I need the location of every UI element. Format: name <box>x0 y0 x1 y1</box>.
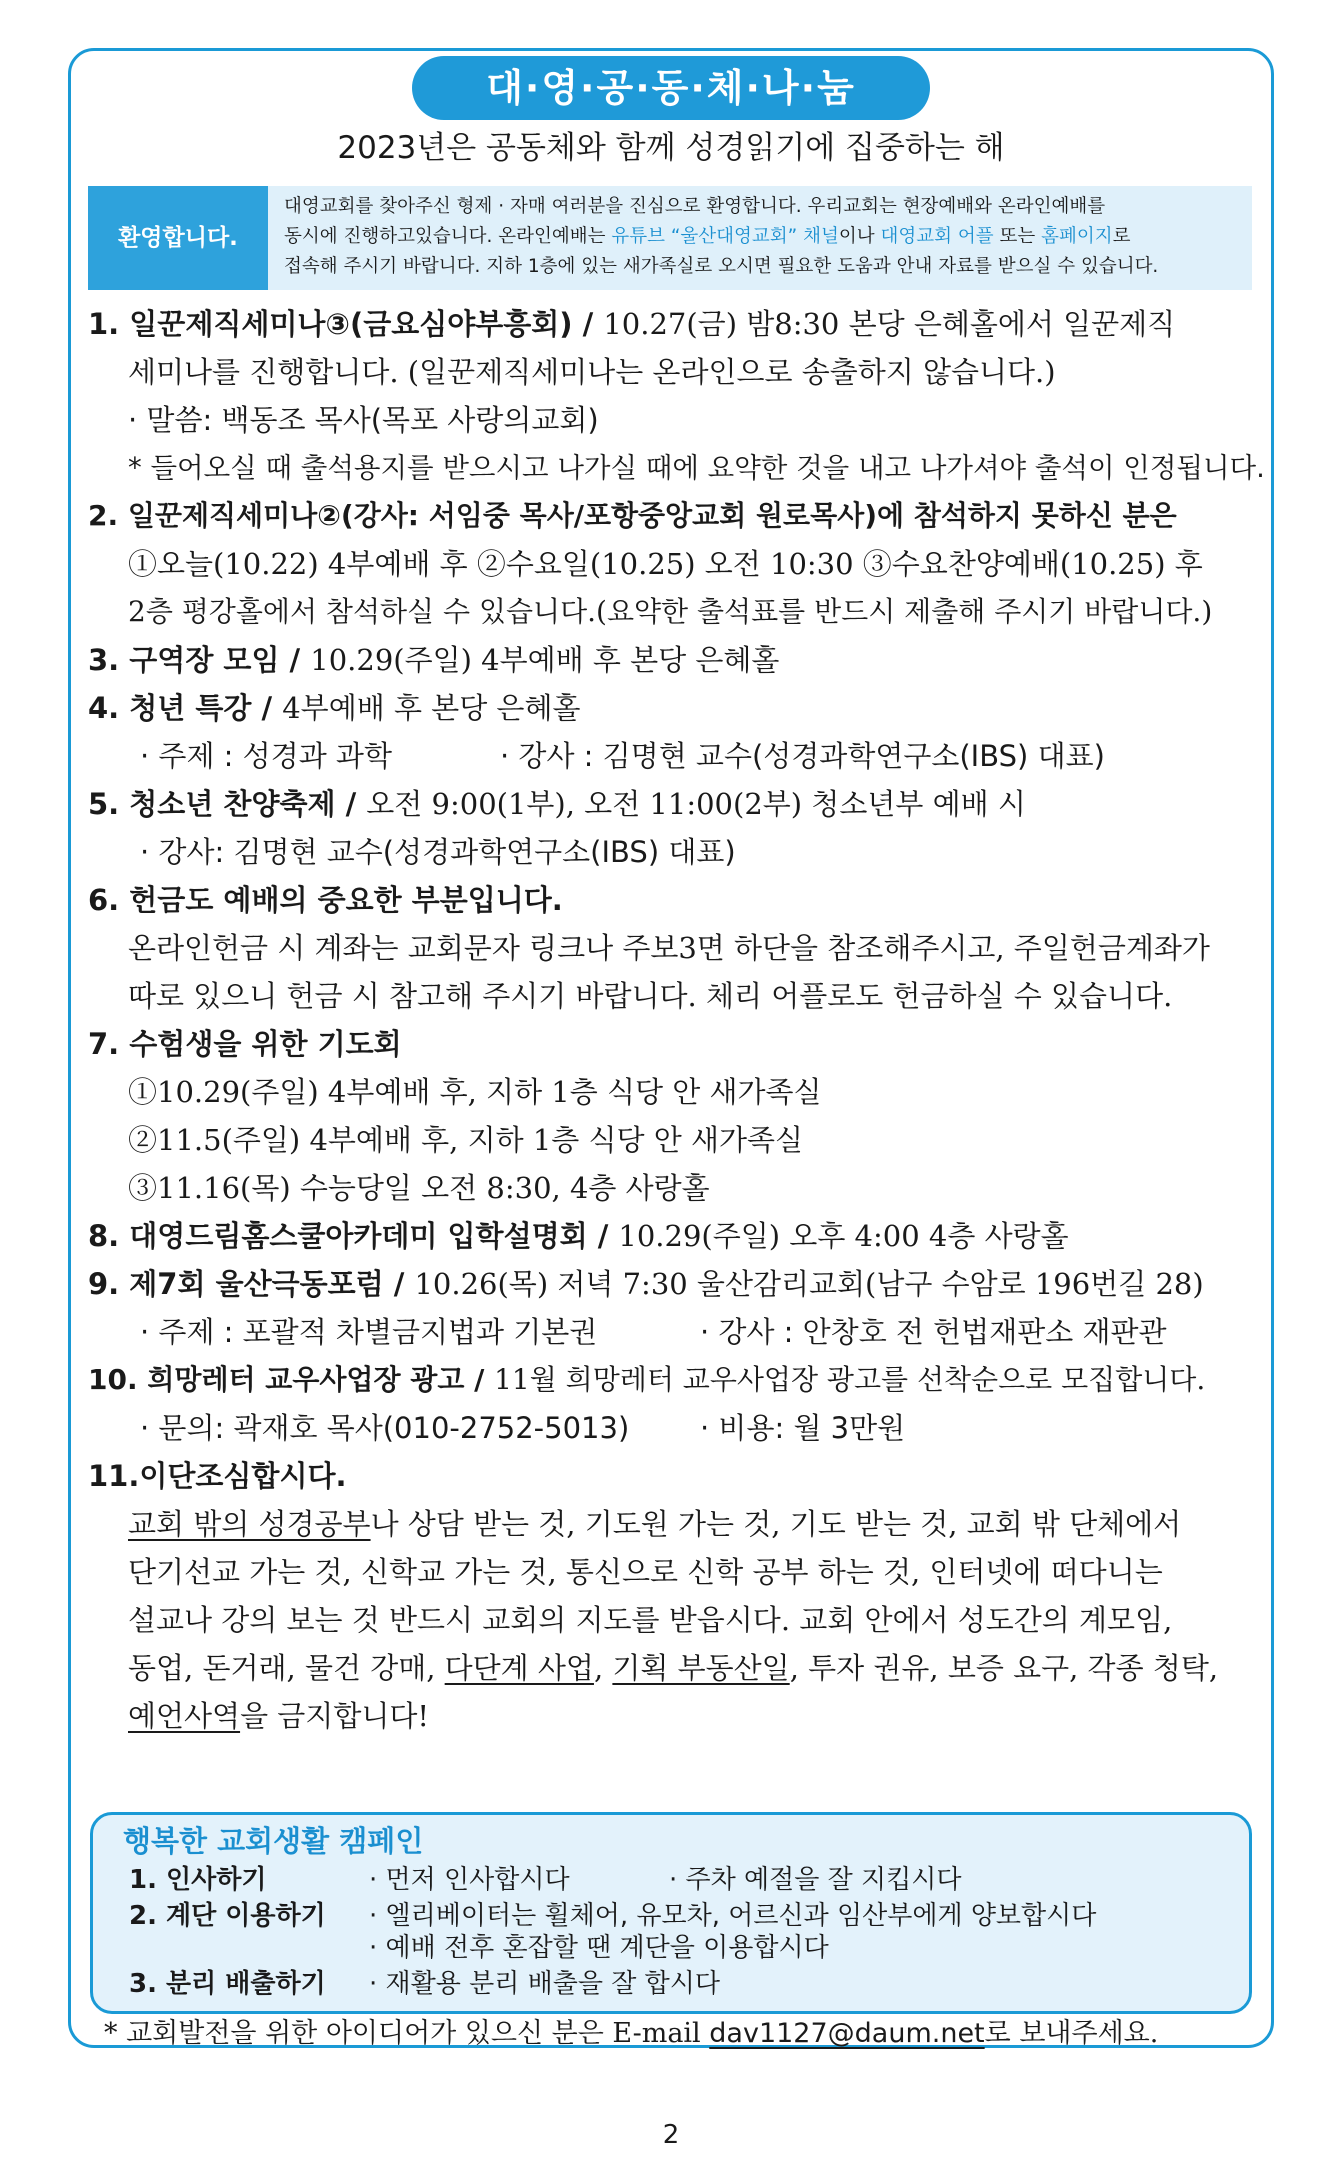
campaign-row: 1. 인사하기 · 먼저 인사합시다 · 주차 예절을 잘 지킵시다 <box>129 1865 962 1895</box>
item-heading: 6. 헌금도 예배의 중요한 부분입니다. <box>88 883 563 917</box>
welcome-line: 대영교회를 찾아주신 형제 · 자매 여러분을 진심으로 환영합니다. 우리교회는 현장예배와 온라인예배를 <box>284 196 1106 217</box>
item-text: ①10.29(주일) 4부예배 후, 지하 1층 식당 안 새가족실 <box>128 1075 822 1109</box>
item-text: 따로 있으니 헌금 시 참고해 주시기 바랍니다. 체리 어플로도 헌금하실 수 있습니다. <box>128 979 1173 1013</box>
item-text: · 말씀: 백동조 목사(목포 사랑의교회) <box>128 403 599 437</box>
page-number: 2 <box>662 2120 680 2150</box>
welcome-label: 환영합니다. <box>88 186 268 290</box>
item-contact: · 문의: 곽재호 목사(010-2752-5013) <box>140 1411 630 1445</box>
item-text: 2층 평강홀에서 참석하실 수 있습니다.(요약한 출석표를 반드시 제출해 주시기 바랍니다.) <box>128 595 1213 628</box>
campaign-title: 행복한 교회생활 캠페인 <box>123 1824 424 1858</box>
announcement-item <box>88 1020 1268 1212</box>
item-heading: 2. 일꾼제직세미나②(강사: 서임중 목사/포항중앙교회 원로목사)에 참석하지 못하신 분은 <box>88 499 1177 532</box>
item-text: 설교나 강의 보는 것 반드시 교회의 지도를 받읍시다. 교회 안에서 성도간의 계모임, <box>128 1603 1173 1637</box>
item-text: 단기선교 가는 것, 신학교 가는 것, 통신으로 신학 공부 하는 것, 인터넷에 떠다니는 <box>128 1555 1163 1589</box>
email-link[interactable]: dav1127@daum.net <box>709 2018 985 2049</box>
announcement-item: 8. 대영드림홈스쿨아카데미 입학설명회 / 10.29(주일) 오후 4:00 4층 사랑홀 <box>88 1219 1069 1253</box>
announcement-item: 10. 희망레터 교우사업장 광고 / 11월 희망레터 교우사업장 광고를 선착순으로 모집합니다. · 문의: 곽재호 목사(010-2752-5013) · 비용: 월 3만원 <box>88 1356 1268 1452</box>
announcement-item: 1. 일꾼제직세미나③(금요심야부흥회) / 10.27(금) 밤8:30 본당 은혜홀에서 일꾼제직 세미나를 진행합니다. (일꾼제직세미나는 온라인으로 송출하지 않습니다.) · 말씀: 백동조 목사(목포 사랑의교회) * 들어오실 때 출석용지를 받으시고 나가실 때에 요약한 것을 내고 나가셔야 출석이 인정됩니다. <box>88 300 1268 492</box>
announcement-item: 5. 청소년 찬양축제 / 오전 9:00(1부), 오전 11:00(2부) 청소년부 예배 시 · 강사: 김명현 교수(성경과학연구소(IBS) 대표) <box>88 780 1268 876</box>
announcement-item: 9. 제7회 울산극동포럼 / 10.26(목) 저녁 7:30 울산감리교회(남구 수암로 196번길 28) · 주제 : 포괄적 차별금지법과 기본권 · 강사 : 안창호 전 헌법재판소 재판관 <box>88 1260 1268 1356</box>
page-subtitle: 2023년은 공동체와 함께 성경읽기에 집중하는 해 <box>337 130 1005 166</box>
item-cost: · 비용: 월 3만원 <box>700 1411 906 1445</box>
welcome-line: 동시에 진행하고있습니다. 온라인예배는 유튜브 “울산대영교회” 채널이나 대영교회 어플 또는 홈페이지로 <box>284 226 1131 247</box>
announcement-item <box>88 876 1268 1020</box>
item-speaker: · 강사 : 김명현 교수(성경과학연구소(IBS) 대표) <box>500 739 1105 773</box>
item-heading: 9. 제7회 울산극동포럼 / <box>88 1267 415 1301</box>
announcements <box>88 300 1268 1740</box>
item-speaker: · 강사: 김명현 교수(성경과학연구소(IBS) 대표) <box>140 835 736 869</box>
item-text: 세미나를 진행합니다. (일꾼제직세미나는 온라인으로 송출하지 않습니다.) <box>128 355 1056 389</box>
item-heading: 5. 청소년 찬양축제 / <box>88 787 367 821</box>
item-text: ①오늘(10.22) 4부예배 후 ②수요일(10.25) 오전 10:30 ③수요찬양예배(10.25) 후 <box>128 547 1203 581</box>
item-text: 온라인헌금 시 계좌는 교회문자 링크나 주보3면 하단을 참조해주시고, 주일헌금계좌가 <box>128 931 1210 965</box>
item-heading: 7. 수험생을 위한 기도회 <box>88 1027 402 1061</box>
announcement-item: 3. 구역장 모임 / 10.29(주일) 4부예배 후 본당 은혜홀 <box>88 643 780 677</box>
item-heading: 8. 대영드림홈스쿨아카데미 입학설명회 / <box>88 1219 619 1253</box>
welcome-text <box>284 192 1240 282</box>
campaign-row: · 예배 전후 혼잡할 땐 계단을 이용합시다 <box>369 1933 829 1963</box>
item-heading: 10. 희망레터 교우사업장 광고 / <box>88 1363 495 1396</box>
welcome-box <box>88 186 1252 290</box>
item-heading: 1. 일꾼제직세미나③(금요심야부흥회) / <box>88 307 604 341</box>
item-topic: · 주제 : 포괄적 차별금지법과 기본권 <box>140 1315 598 1349</box>
announcement-item: 4. 청년 특강 / 4부예배 후 본당 은혜홀 · 주제 : 성경과 과학 · 강사 : 김명현 교수(성경과학연구소(IBS) 대표) <box>88 684 1268 780</box>
campaign-row: 2. 계단 이용하기 · 엘리베이터는 휠체어, 유모차, 어르신과 임산부에게 양보합시다 <box>129 1901 1097 1931</box>
item-heading: 4. 청년 특강 / <box>88 691 283 725</box>
announcement-item: 11.이단조심합시다. 교회 밖의 성경공부나 상담 받는 것, 기도원 가는 것, 기도 받는 것, 교회 밖 단체에서 단기선교 가는 것, 신학교 가는 것, 통신으로 신학 공부 하는 것, 인터넷에 떠다니는 설교나 강의 보는 것 반드시 교회의 지도를 받읍시다. 교회 안에서 성도간의 계모임, 동업, 돈거래, 물건 강매, 다단계 사업, 기획 부동산일, 투자 권유, 보증 요구, 각종 청탁, 예언사역을 금지합니다! <box>88 1452 1268 1740</box>
page-title: 대·영·공·동·체·나·눔 <box>412 56 930 120</box>
youtube-link[interactable]: 유튜브 “울산대영교회” 채널 <box>611 226 839 247</box>
item-heading: 11.이단조심합시다. <box>88 1459 347 1493</box>
item-topic: · 주제 : 성경과 과학 <box>140 739 392 773</box>
announcement-item <box>88 492 1268 636</box>
campaign-row: 3. 분리 배출하기 · 재활용 분리 배출을 잘 합시다 <box>129 1969 720 1999</box>
footer-note: * 교회발전을 위한 아이디어가 있으신 분은 E-mail dav1127@daum.net로 보내주세요. <box>104 2018 1159 2049</box>
item-note: * 들어오실 때 출석용지를 받으시고 나가실 때에 요약한 것을 내고 나가셔야 출석이 인정됩니다. <box>128 452 1265 484</box>
app-link[interactable]: 대영교회 어플 <box>880 226 994 247</box>
item-text: ③11.16(목) 수능당일 오전 8:30, 4층 사랑홀 <box>128 1171 710 1205</box>
campaign-box <box>90 1812 1252 2014</box>
item-text: ②11.5(주일) 4부예배 후, 지하 1층 식당 안 새가족실 <box>128 1123 804 1157</box>
item-heading: 3. 구역장 모임 / <box>88 643 311 677</box>
item-speaker: · 강사 : 안창호 전 헌법재판소 재판관 <box>700 1315 1167 1349</box>
homepage-link[interactable]: 홈페이지 <box>1041 226 1113 247</box>
welcome-line: 접속해 주시기 바랍니다. 지하 1층에 있는 새가족실로 오시면 필요한 도움과 안내 자료를 받으실 수 있습니다. <box>284 256 1159 277</box>
